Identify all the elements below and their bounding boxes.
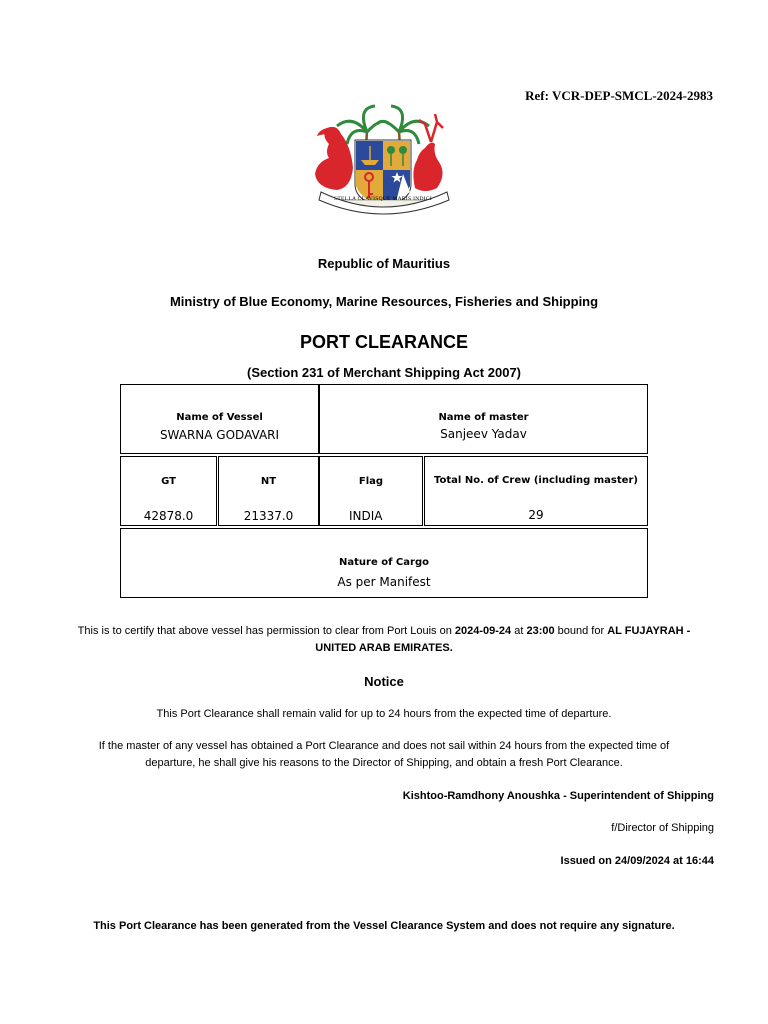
cargo-value: As per Manifest xyxy=(337,575,431,589)
notice-instructions-line-2: departure, he shall give his reasons to the Director of Shipping, and obtain a fresh Port Clearance. xyxy=(145,757,623,769)
master-name-cell xyxy=(319,384,648,454)
destination-line-2: UNITED ARAB EMIRATES. xyxy=(315,642,453,654)
flag-value: INDIA xyxy=(349,509,383,523)
crew-cell xyxy=(424,456,648,526)
master-name-value: Sanjeev Yadav xyxy=(440,427,527,441)
nt-value: 21337.0 xyxy=(243,509,294,523)
master-name-label: Name of master xyxy=(438,412,529,423)
crew-label: Total No. of Crew (including master) xyxy=(434,475,638,486)
flag-label: Flag xyxy=(358,476,384,487)
coat-of-arms-motto: STELLA CLAVISQUE MARIS INDICI xyxy=(334,196,432,202)
nt-label: NT xyxy=(260,476,277,487)
notice-heading: Notice xyxy=(364,674,404,689)
gt-label: GT xyxy=(161,476,176,487)
officer-name: Kishtoo-Ramdhony Anoushka - Superintendent of Shipping xyxy=(402,790,714,802)
legal-section: (Section 231 of Merchant Shipping Act 2007) xyxy=(246,365,521,380)
departure-date: 2024-09-24 xyxy=(454,625,512,637)
footer-note: This Port Clearance has been generated from the Vessel Clearance System and does not require any signature. xyxy=(93,920,675,932)
gt-cell xyxy=(120,456,217,526)
issued-date: Issued on 24/09/2024 at 16:44 xyxy=(560,855,714,867)
certify-text-3: bound for xyxy=(554,625,608,637)
cargo-cell xyxy=(120,528,648,598)
flag-cell xyxy=(319,456,423,526)
departure-time: 23:00 xyxy=(526,625,555,637)
vessel-name-value: SWARNA GODAVARI xyxy=(159,428,280,442)
coat-of-arms-icon xyxy=(307,104,459,220)
notice-instructions xyxy=(0,738,768,772)
certification-text xyxy=(0,623,768,657)
ministry-name: Ministry of Blue Economy, Marine Resources, Fisheries and Shipping xyxy=(169,294,599,309)
notice-instructions-line-1: If the master of any vessel has obtained a Port Clearance and does not sail within 24 hours from the expected time of xyxy=(98,740,670,752)
cargo-label: Nature of Cargo xyxy=(339,557,429,568)
vessel-name-cell xyxy=(120,384,319,454)
page-title: PORT CLEARANCE xyxy=(299,332,468,352)
reference-number: Ref: VCR-DEP-SMCL-2024-2983 xyxy=(525,88,713,103)
destination-line-1: AL FUJAYRAH - xyxy=(607,625,691,637)
vessel-name-label: Name of Vessel xyxy=(176,412,263,423)
certify-text-2: at xyxy=(511,625,527,637)
gt-value: 42878.0 xyxy=(143,509,194,523)
crew-value: 29 xyxy=(528,508,544,522)
director-line: f/Director of Shipping xyxy=(611,822,714,834)
notice-validity: This Port Clearance shall remain valid for up to 24 hours from the expected time of departure. xyxy=(156,708,612,720)
nt-cell xyxy=(218,456,319,526)
republic-name: Republic of Mauritius xyxy=(317,256,451,271)
certify-text-1: This is to certify that above vessel has permission to clear from Port Louis on xyxy=(77,625,455,637)
